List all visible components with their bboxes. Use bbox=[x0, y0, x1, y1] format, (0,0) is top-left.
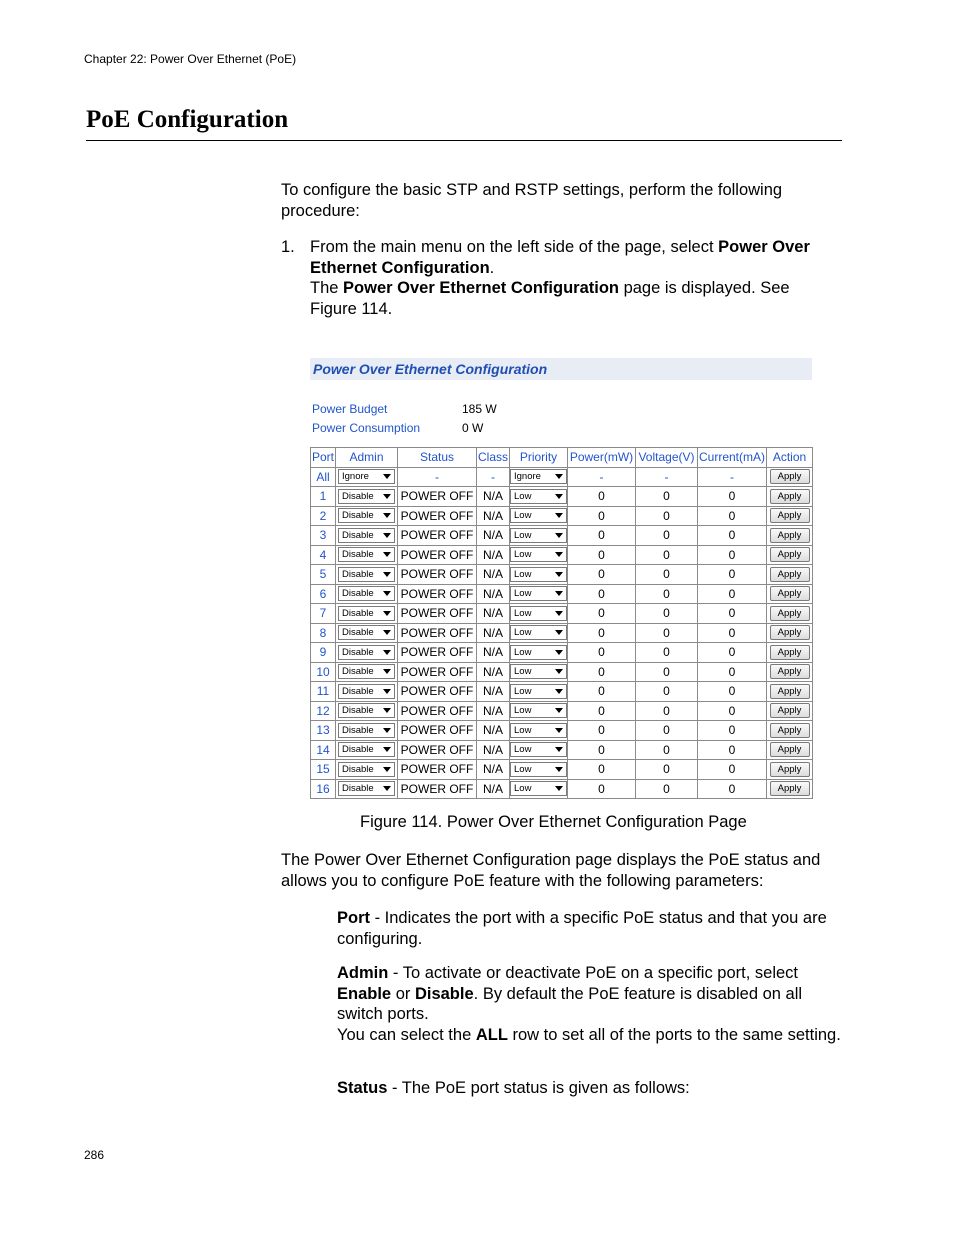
apply-button[interactable]: Apply bbox=[770, 684, 810, 699]
table-row bbox=[311, 701, 813, 721]
power-value: 0 bbox=[598, 508, 605, 523]
current-value: 0 bbox=[728, 723, 736, 738]
status-value: POWER OFF bbox=[400, 489, 474, 504]
port-number: 9 bbox=[319, 645, 327, 660]
poe-config-figure bbox=[310, 358, 812, 796]
apply-button[interactable]: Apply bbox=[770, 567, 810, 582]
power-value: 0 bbox=[598, 781, 605, 796]
admin-select-value: Ignore bbox=[342, 471, 369, 483]
column-header: Port bbox=[311, 448, 336, 468]
param-admin-enable: Enable bbox=[337, 984, 392, 1003]
power-budget-value: 185 W bbox=[462, 402, 497, 416]
chevron-down-icon bbox=[555, 708, 563, 713]
admin-select[interactable] bbox=[338, 567, 395, 582]
step-line1-bold: Power Over Ethernet Configuration bbox=[310, 238, 810, 277]
voltage-value: 0 bbox=[663, 528, 670, 543]
admin-select-value: Disable bbox=[342, 744, 374, 756]
priority-select-value: Low bbox=[514, 568, 532, 580]
voltage-value: 0 bbox=[663, 742, 670, 757]
admin-select-value: Disable bbox=[342, 549, 374, 561]
chevron-down-icon bbox=[555, 591, 563, 596]
priority-select-value: Low bbox=[514, 588, 532, 600]
priority-select[interactable] bbox=[510, 684, 567, 699]
port-number: 12 bbox=[316, 703, 330, 718]
power-value: 0 bbox=[598, 586, 605, 601]
admin-select[interactable] bbox=[338, 508, 395, 523]
apply-button[interactable]: Apply bbox=[770, 742, 810, 757]
class-value: N/A bbox=[482, 508, 503, 523]
chevron-down-icon bbox=[555, 513, 563, 518]
admin-select[interactable] bbox=[338, 586, 395, 601]
priority-select[interactable] bbox=[510, 664, 567, 679]
chevron-down-icon bbox=[383, 650, 391, 655]
step-line2-bold: Power Over Ethernet Configuration bbox=[343, 279, 619, 297]
current-value: 0 bbox=[728, 528, 736, 543]
step-body bbox=[310, 237, 840, 319]
power-value: 0 bbox=[598, 684, 605, 699]
param-status-text: - The PoE port status is given as follows: bbox=[387, 1079, 690, 1097]
class-value: N/A bbox=[482, 547, 503, 562]
param-admin-text4: row to set all of the ports to the same setting. bbox=[507, 1025, 841, 1044]
voltage-value: 0 bbox=[663, 606, 670, 621]
apply-button[interactable]: Apply bbox=[770, 469, 810, 484]
priority-select[interactable] bbox=[510, 586, 567, 601]
port-number: 3 bbox=[319, 528, 327, 543]
step-line1-prefix: From the main menu on the left side of the page, select bbox=[310, 238, 719, 256]
chevron-down-icon bbox=[555, 669, 563, 674]
admin-select[interactable] bbox=[338, 664, 395, 679]
priority-select[interactable] bbox=[510, 645, 567, 660]
status-value: POWER OFF bbox=[400, 781, 474, 796]
chevron-down-icon bbox=[383, 552, 391, 557]
admin-select[interactable] bbox=[338, 723, 395, 738]
port-number: 7 bbox=[319, 606, 327, 621]
table-row bbox=[311, 721, 813, 741]
apply-button[interactable]: Apply bbox=[770, 508, 810, 523]
chevron-down-icon bbox=[555, 474, 563, 479]
class-value: N/A bbox=[482, 606, 503, 621]
status-value: POWER OFF bbox=[400, 664, 474, 679]
priority-select-value: Low bbox=[514, 607, 532, 619]
power-value: 0 bbox=[598, 742, 605, 757]
intro-paragraph: To configure the basic STP and RSTP settings, perform the following procedure: bbox=[281, 181, 783, 220]
admin-select[interactable] bbox=[338, 547, 395, 562]
param-status bbox=[337, 1078, 842, 1099]
param-admin-text3: You can select the bbox=[337, 1025, 476, 1044]
class-value: N/A bbox=[482, 645, 503, 660]
admin-select[interactable] bbox=[338, 703, 395, 718]
apply-button[interactable]: Apply bbox=[770, 645, 810, 660]
priority-select[interactable] bbox=[510, 742, 567, 757]
admin-select-value: Disable bbox=[342, 666, 374, 678]
class-value: N/A bbox=[482, 625, 503, 640]
param-port-term: Port bbox=[337, 909, 370, 927]
apply-button[interactable]: Apply bbox=[770, 625, 810, 640]
current-value: 0 bbox=[728, 508, 736, 523]
class-value: N/A bbox=[482, 723, 503, 738]
apply-button[interactable]: Apply bbox=[770, 586, 810, 601]
power-value: 0 bbox=[598, 723, 605, 738]
step-line2-prefix: The bbox=[310, 279, 344, 297]
param-port-text: - Indicates the port with a specific PoE status and that you are configuring. bbox=[337, 909, 827, 948]
param-admin-text2: . By default the PoE feature is disabled on all switch ports. bbox=[337, 984, 803, 1023]
priority-select-value: Low bbox=[514, 627, 532, 639]
step-number: 1. bbox=[281, 238, 295, 256]
chevron-down-icon bbox=[383, 786, 391, 791]
table-header-row bbox=[311, 448, 813, 468]
status-value: POWER OFF bbox=[400, 528, 474, 543]
table-row bbox=[311, 526, 813, 546]
param-admin-disable: Disable bbox=[414, 984, 474, 1003]
param-admin-or: or bbox=[391, 984, 415, 1003]
status-value: POWER OFF bbox=[400, 567, 474, 582]
power-value: 0 bbox=[598, 547, 605, 562]
power-value: 0 bbox=[598, 489, 605, 504]
class-value: N/A bbox=[482, 781, 503, 796]
priority-select-value: Low bbox=[514, 510, 532, 522]
priority-select-value: Low bbox=[514, 490, 532, 502]
status-value: POWER OFF bbox=[400, 606, 474, 621]
figure-header: Power Over Ethernet Configuration bbox=[310, 358, 812, 380]
table-row bbox=[311, 545, 813, 565]
port-number: 11 bbox=[316, 684, 330, 699]
priority-select[interactable] bbox=[510, 723, 567, 738]
apply-button[interactable]: Apply bbox=[770, 762, 810, 777]
chevron-down-icon bbox=[383, 533, 391, 538]
power-value: 0 bbox=[598, 762, 605, 777]
apply-button[interactable]: Apply bbox=[770, 664, 810, 679]
admin-select[interactable] bbox=[338, 469, 395, 484]
status-value: POWER OFF bbox=[400, 547, 474, 562]
chevron-down-icon bbox=[555, 552, 563, 557]
column-header: Priority bbox=[510, 448, 568, 468]
description-paragraph: The Power Over Ethernet Configuration page displays the PoE status and allows you to configure PoE feature with the following parameters: bbox=[281, 851, 821, 890]
voltage-value: 0 bbox=[663, 489, 670, 504]
current-value: 0 bbox=[728, 742, 736, 757]
port-number: 4 bbox=[319, 547, 327, 562]
priority-select-value: Low bbox=[514, 549, 532, 561]
table-row bbox=[311, 565, 813, 585]
chevron-down-icon bbox=[555, 494, 563, 499]
chevron-down-icon bbox=[383, 474, 391, 479]
chevron-down-icon bbox=[383, 767, 391, 772]
priority-select-value: Low bbox=[514, 724, 532, 736]
voltage-value: 0 bbox=[663, 625, 670, 640]
voltage-value: 0 bbox=[663, 508, 670, 523]
power-value: 0 bbox=[598, 664, 605, 679]
current-value: - bbox=[730, 469, 734, 484]
chevron-down-icon bbox=[383, 630, 391, 635]
port-number: 6 bbox=[319, 586, 327, 601]
status-value: - bbox=[435, 469, 439, 484]
priority-select[interactable] bbox=[510, 762, 567, 777]
current-value: 0 bbox=[728, 586, 736, 601]
priority-select-value: Low bbox=[514, 783, 532, 795]
priority-select[interactable] bbox=[510, 508, 567, 523]
param-admin bbox=[337, 963, 842, 1045]
voltage-value: 0 bbox=[663, 781, 670, 796]
admin-select-value: Disable bbox=[342, 763, 374, 775]
voltage-value: 0 bbox=[663, 547, 670, 562]
current-value: 0 bbox=[728, 567, 736, 582]
column-header: Action bbox=[767, 448, 813, 468]
column-header: Class bbox=[477, 448, 510, 468]
admin-select-value: Disable bbox=[342, 588, 374, 600]
running-head: Chapter 22: Power Over Ethernet (PoE) bbox=[84, 52, 297, 66]
voltage-value: - bbox=[664, 469, 669, 484]
class-value: N/A bbox=[482, 703, 503, 718]
priority-select[interactable] bbox=[510, 606, 567, 621]
class-value: N/A bbox=[482, 528, 503, 543]
column-header: Status bbox=[398, 448, 477, 468]
priority-select[interactable] bbox=[510, 547, 567, 562]
admin-select-value: Disable bbox=[342, 568, 374, 580]
param-admin-text1: - To activate or deactivate PoE on a specific port, select bbox=[388, 964, 798, 982]
priority-select[interactable] bbox=[510, 528, 567, 543]
chevron-down-icon bbox=[555, 728, 563, 733]
apply-button[interactable]: Apply bbox=[770, 489, 810, 504]
voltage-value: 0 bbox=[663, 723, 670, 738]
class-value: N/A bbox=[482, 489, 503, 504]
current-value: 0 bbox=[728, 664, 736, 679]
step-line1-suffix: . bbox=[489, 258, 495, 277]
port-number: 1 bbox=[319, 489, 327, 504]
power-value: - bbox=[599, 469, 604, 484]
current-value: 0 bbox=[728, 684, 736, 699]
chevron-down-icon bbox=[383, 728, 391, 733]
chevron-down-icon bbox=[383, 708, 391, 713]
class-value: N/A bbox=[482, 567, 503, 582]
param-status-term: Status bbox=[337, 1079, 388, 1097]
chevron-down-icon bbox=[555, 786, 563, 791]
admin-select[interactable] bbox=[338, 762, 395, 777]
param-admin-term: Admin bbox=[337, 964, 389, 982]
port-number: 8 bbox=[319, 625, 327, 640]
class-value: N/A bbox=[482, 762, 503, 777]
voltage-value: 0 bbox=[663, 586, 670, 601]
apply-button[interactable]: Apply bbox=[770, 547, 810, 562]
port-number: 2 bbox=[319, 508, 327, 523]
admin-select-value: Disable bbox=[342, 783, 374, 795]
page-number: 286 bbox=[84, 1148, 105, 1162]
admin-select-value: Disable bbox=[342, 607, 374, 619]
current-value: 0 bbox=[728, 762, 736, 777]
table-row bbox=[311, 643, 813, 663]
admin-select-value: Disable bbox=[342, 627, 374, 639]
voltage-value: 0 bbox=[663, 762, 670, 777]
admin-select-value: Disable bbox=[342, 705, 374, 717]
table-row bbox=[311, 682, 813, 702]
table-row bbox=[311, 604, 813, 624]
admin-select[interactable] bbox=[338, 645, 395, 660]
port-number: 15 bbox=[316, 762, 330, 777]
priority-select[interactable] bbox=[510, 469, 567, 484]
power-value: 0 bbox=[598, 567, 605, 582]
admin-select[interactable] bbox=[338, 489, 395, 504]
voltage-value: 0 bbox=[663, 703, 670, 718]
admin-select-value: Disable bbox=[342, 510, 374, 522]
chevron-down-icon bbox=[383, 747, 391, 752]
priority-select[interactable] bbox=[510, 703, 567, 718]
port-number: All bbox=[316, 469, 330, 484]
status-value: POWER OFF bbox=[400, 625, 474, 640]
apply-button[interactable]: Apply bbox=[770, 703, 810, 718]
param-admin-all: ALL bbox=[475, 1025, 508, 1044]
priority-select-value: Low bbox=[514, 705, 532, 717]
status-value: POWER OFF bbox=[400, 762, 474, 777]
poe-table bbox=[310, 447, 813, 799]
priority-select-value: Low bbox=[514, 744, 532, 756]
chevron-down-icon bbox=[383, 494, 391, 499]
table-row bbox=[311, 760, 813, 780]
title-rule bbox=[86, 140, 842, 141]
chevron-down-icon bbox=[383, 689, 391, 694]
figure-caption: Figure 114. Power Over Ethernet Configuration Page bbox=[360, 813, 747, 831]
admin-select-value: Disable bbox=[342, 529, 374, 541]
table-row bbox=[311, 740, 813, 760]
priority-select[interactable] bbox=[510, 625, 567, 640]
priority-select-value: Low bbox=[514, 666, 532, 678]
admin-select[interactable] bbox=[338, 606, 395, 621]
status-value: POWER OFF bbox=[400, 508, 474, 523]
chevron-down-icon bbox=[383, 611, 391, 616]
status-value: POWER OFF bbox=[400, 703, 474, 718]
column-header: Current(mA) bbox=[698, 448, 767, 468]
table-body bbox=[311, 467, 813, 799]
priority-select-value: Low bbox=[514, 529, 532, 541]
class-value: N/A bbox=[482, 684, 503, 699]
column-header: Power(mW) bbox=[568, 448, 636, 468]
current-value: 0 bbox=[728, 489, 736, 504]
chevron-down-icon bbox=[555, 767, 563, 772]
section-title: PoE Configuration bbox=[86, 106, 289, 133]
port-number: 5 bbox=[319, 567, 327, 582]
current-value: 0 bbox=[728, 625, 736, 640]
apply-button[interactable]: Apply bbox=[770, 781, 810, 796]
status-value: POWER OFF bbox=[400, 586, 474, 601]
current-value: 0 bbox=[728, 606, 736, 621]
chevron-down-icon bbox=[555, 650, 563, 655]
class-value: N/A bbox=[482, 586, 503, 601]
step-line2-suffix: page is displayed. See Figure 114. bbox=[310, 279, 790, 318]
class-value: N/A bbox=[482, 742, 503, 757]
class-value: - bbox=[491, 469, 495, 484]
chevron-down-icon bbox=[555, 533, 563, 538]
table-row bbox=[311, 779, 813, 799]
admin-select-value: Disable bbox=[342, 724, 374, 736]
column-header: Admin bbox=[336, 448, 398, 468]
chevron-down-icon bbox=[555, 747, 563, 752]
priority-select-value: Low bbox=[514, 646, 532, 658]
power-consumption-label: Power Consumption bbox=[312, 421, 421, 435]
current-value: 0 bbox=[728, 645, 736, 660]
voltage-value: 0 bbox=[663, 567, 670, 582]
port-number: 13 bbox=[316, 723, 330, 738]
admin-select-value: Disable bbox=[342, 685, 374, 697]
chevron-down-icon bbox=[383, 669, 391, 674]
param-port bbox=[337, 908, 842, 949]
apply-button[interactable]: Apply bbox=[770, 606, 810, 621]
chevron-down-icon bbox=[555, 630, 563, 635]
voltage-value: 0 bbox=[663, 664, 670, 679]
table-row bbox=[311, 506, 813, 526]
status-value: POWER OFF bbox=[400, 723, 474, 738]
priority-select-value: Ignore bbox=[514, 471, 541, 483]
power-value: 0 bbox=[598, 528, 605, 543]
status-value: POWER OFF bbox=[400, 742, 474, 757]
port-number: 16 bbox=[316, 781, 330, 796]
port-number: 10 bbox=[316, 664, 330, 679]
apply-button[interactable]: Apply bbox=[770, 723, 810, 738]
admin-select[interactable] bbox=[338, 684, 395, 699]
status-value: POWER OFF bbox=[400, 645, 474, 660]
apply-button[interactable]: Apply bbox=[770, 528, 810, 543]
chevron-down-icon bbox=[383, 513, 391, 518]
admin-select[interactable] bbox=[338, 742, 395, 757]
current-value: 0 bbox=[728, 703, 736, 718]
power-consumption-value: 0 W bbox=[462, 421, 484, 435]
power-value: 0 bbox=[598, 703, 605, 718]
priority-select[interactable] bbox=[510, 489, 567, 504]
admin-select[interactable] bbox=[338, 528, 395, 543]
all-ports-row bbox=[311, 467, 813, 487]
admin-select-value: Disable bbox=[342, 490, 374, 502]
admin-select-value: Disable bbox=[342, 646, 374, 658]
priority-select-value: Low bbox=[514, 763, 532, 775]
table-row bbox=[311, 584, 813, 604]
chevron-down-icon bbox=[383, 591, 391, 596]
priority-select-value: Low bbox=[514, 685, 532, 697]
column-header: Voltage(V) bbox=[636, 448, 698, 468]
port-number: 14 bbox=[316, 742, 330, 757]
table-row bbox=[311, 623, 813, 643]
class-value: N/A bbox=[482, 664, 503, 679]
current-value: 0 bbox=[728, 781, 736, 796]
power-value: 0 bbox=[598, 645, 605, 660]
priority-select[interactable] bbox=[510, 567, 567, 582]
voltage-value: 0 bbox=[663, 645, 670, 660]
admin-select[interactable] bbox=[338, 625, 395, 640]
chevron-down-icon bbox=[555, 689, 563, 694]
chevron-down-icon bbox=[383, 572, 391, 577]
power-value: 0 bbox=[598, 606, 605, 621]
priority-select[interactable] bbox=[510, 781, 567, 796]
chevron-down-icon bbox=[555, 611, 563, 616]
power-budget-label: Power Budget bbox=[312, 402, 388, 416]
admin-select[interactable] bbox=[338, 781, 395, 796]
voltage-value: 0 bbox=[663, 684, 670, 699]
table-row bbox=[311, 662, 813, 682]
current-value: 0 bbox=[728, 547, 736, 562]
table-row bbox=[311, 487, 813, 507]
chevron-down-icon bbox=[555, 572, 563, 577]
power-value: 0 bbox=[598, 625, 605, 640]
status-value: POWER OFF bbox=[400, 684, 474, 699]
